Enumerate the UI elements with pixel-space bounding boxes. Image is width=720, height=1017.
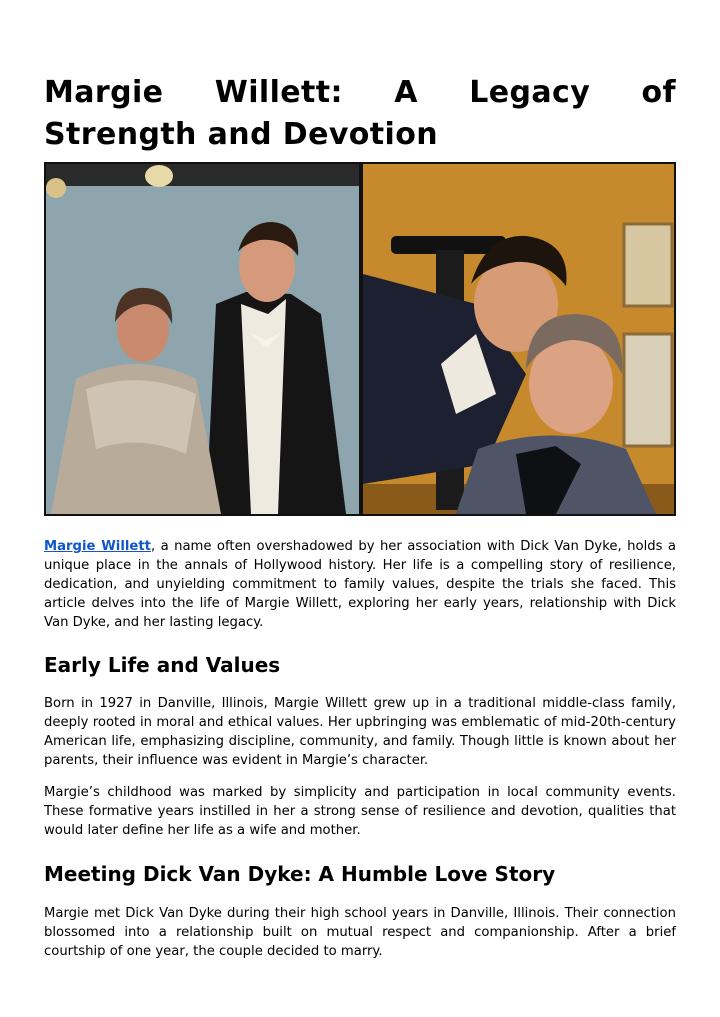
early-life-paragraph-2: Margie’s childhood was marked by simplicity and participation in local community events. These formative years instilled in her a strong sense of resilience and devotion, qualities that would later define her life as a wife and mother. xyxy=(44,785,676,838)
early-life-paragraph-1: Born in 1927 in Danville, Illinois, Margie Willett grew up in a traditional middle-class family, deeply rooted in moral and ethical values. Her upbringing was emblematic of mid-20th-century American life, emphasizing discipline, community, and family. Though little is known about her parents, their influence was evident in Margie’s character. xyxy=(44,696,676,768)
section-heading-early-life: Early Life and Values xyxy=(44,653,281,677)
meeting-paragraph-1: Margie met Dick Van Dyke during their high school years in Danville, Illinois. Their connection blossomed into a relationship built on mutual respect and companionship. After a brief courtship of one year, the couple decided to marry. xyxy=(44,906,676,959)
couple-photo-image xyxy=(46,164,674,514)
intro-paragraph xyxy=(44,537,676,632)
margie-willett-link[interactable]: Margie Willett xyxy=(44,539,151,554)
section-heading-meeting-dick: Meeting Dick Van Dyke: A Humble Love Story xyxy=(44,862,556,886)
header-photo xyxy=(44,162,676,516)
article-title: Margie Willett: A Legacy of Strength and Devotion xyxy=(44,75,676,152)
intro-text: , a name often overshadowed by her association with Dick Van Dyke, holds a unique place in the annals of Hollywood history. Her life is a compelling story of resilience, dedication, and unyielding commitment to family values, despite the trials she faced. This article delves into the life of Margie Willett, exploring her early years, relationship with Dick Van Dyke, and her lasting legacy. xyxy=(44,539,676,630)
